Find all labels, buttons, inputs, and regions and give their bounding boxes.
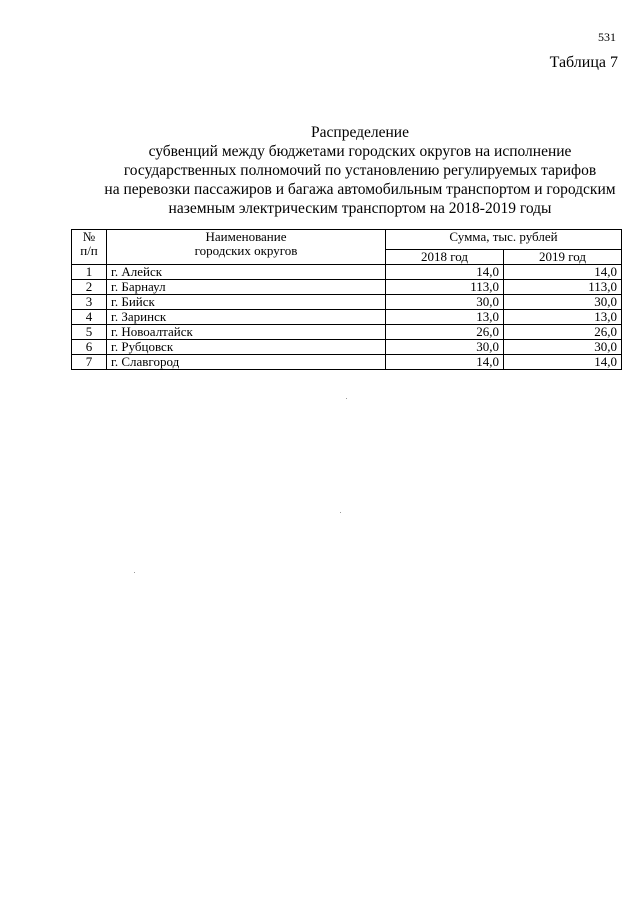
row-2019: 113,0 [504,280,622,295]
page-number: 531 [598,30,616,44]
row-num: 1 [72,265,107,280]
header-num-line2: п/п [80,243,98,258]
row-name: г. Рубцовск [107,340,386,355]
row-2018: 26,0 [386,325,504,340]
row-2019: 13,0 [504,310,622,325]
row-2018: 30,0 [386,295,504,310]
header-year-2018: 2018 год [386,249,504,264]
scan-speck [340,512,341,513]
row-2018: 14,0 [386,355,504,370]
header-num-line1: № [82,229,96,244]
row-2018: 30,0 [386,340,504,355]
row-2018: 13,0 [386,310,504,325]
row-2019: 14,0 [504,265,622,280]
heading-line: Распределение [311,124,409,141]
row-2019: 26,0 [504,325,622,340]
row-name: г. Алейск [107,265,386,280]
scan-speck [346,398,347,399]
table-row [72,355,622,370]
table-row [72,265,622,280]
row-name: г. Новоалтайск [107,325,386,340]
row-num: 2 [72,280,107,295]
table-row [72,280,622,295]
row-name: г. Заринск [107,310,386,325]
header-sum: Сумма, тыс. рублей [386,230,622,250]
row-num: 3 [72,295,107,310]
row-2018: 14,0 [386,265,504,280]
row-num: 6 [72,340,107,355]
heading-line: государственных полномочий по установлению регулируемых тарифов [123,162,597,179]
table-row [72,340,622,355]
heading-line: на перевозки пассажиров и багажа автомобильным транспортом и городским [104,181,616,198]
table-row [72,325,622,340]
row-name: г. Бийск [107,295,386,310]
row-2019: 30,0 [504,295,622,310]
row-2019: 14,0 [504,355,622,370]
header-name-line1: Наименование [205,229,287,244]
row-num: 5 [72,325,107,340]
table-row [72,295,622,310]
row-num: 7 [72,355,107,370]
header-num [72,230,107,265]
row-num: 4 [72,310,107,325]
row-name: г. Барнаул [107,280,386,295]
heading-line: наземным электрическим транспортом на 2018-2019 годы [168,200,552,217]
row-2018: 113,0 [386,280,504,295]
distribution-table [71,229,622,370]
header-year-2019: 2019 год [504,249,622,264]
document-heading [60,123,640,218]
row-name: г. Славгород [107,355,386,370]
table-row [72,310,622,325]
row-2019: 30,0 [504,340,622,355]
header-name-line2: городских округов [194,243,298,258]
heading-line: субвенций между бюджетами городских округов на исполнение [148,143,572,160]
table-label: Таблица 7 [549,54,618,71]
header-name [107,230,386,265]
scan-speck [134,572,135,573]
